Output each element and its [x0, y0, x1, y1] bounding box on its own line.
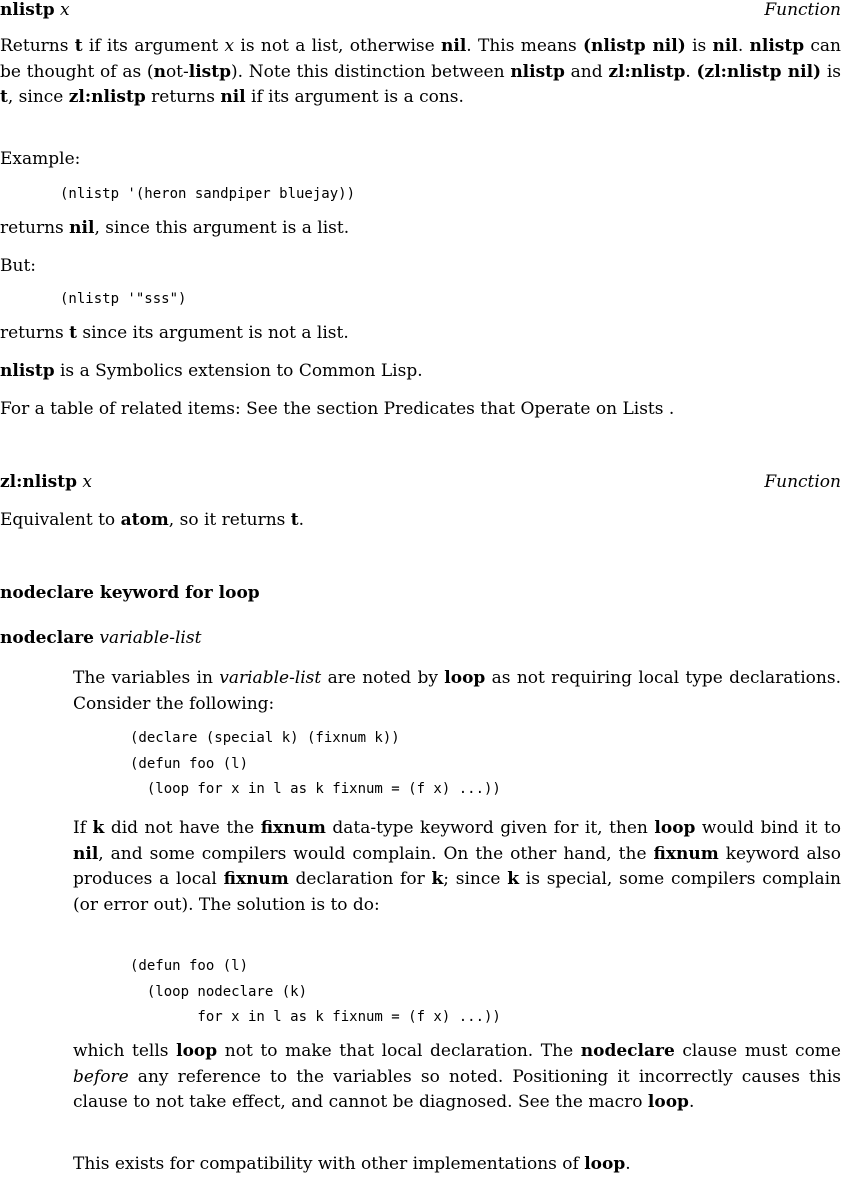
nodeclare-signature	[0, 628, 841, 648]
entry-kind: Function	[764, 472, 841, 492]
bold-term: loop	[654, 818, 696, 838]
bold-term: k	[431, 869, 444, 889]
entry-signature	[0, 472, 92, 492]
text-run: since its argument is not a list.	[77, 323, 349, 343]
bold-term: nil	[441, 36, 467, 56]
clause-name: nodeclare	[0, 628, 94, 648]
bold-term: listp	[188, 61, 231, 82]
text-run: returns	[0, 218, 70, 238]
bold-term: nil	[220, 87, 246, 107]
text-run: . This means	[466, 36, 584, 56]
text-run: is not a list, otherwise	[234, 36, 442, 56]
function-name: zl:nlistp	[0, 472, 77, 492]
bold-term: (zl:nlistp nil)	[696, 61, 822, 82]
nodeclare-p4	[73, 1152, 841, 1178]
bold-term: nlistp	[510, 61, 565, 82]
bold-term: zl:nlistp	[608, 61, 686, 82]
nodeclare-p3	[73, 1039, 841, 1116]
text-run: This exists for compatibility with other implementations of	[73, 1154, 585, 1174]
bold-term: nil	[69, 218, 95, 238]
code-line: (defun foo (l)	[130, 958, 249, 974]
bold-term: nlistp	[0, 361, 55, 381]
text-run: as not requiring local type declarations. Consider the following:	[73, 668, 841, 714]
text-run: is special, some compilers complain (or error out). The solution is to do:	[73, 869, 841, 915]
text-run: if its argument	[82, 36, 225, 56]
text-run: , since	[7, 87, 69, 107]
bold-term: t	[74, 36, 83, 56]
text-run: Equivalent to	[0, 510, 121, 530]
bold-term: fixnum	[653, 843, 719, 864]
text-run: The variables in	[73, 668, 220, 688]
code-line: (declare (special k) (fixnum k))	[130, 730, 400, 746]
bold-term: nlistp	[749, 36, 805, 56]
bold-term: t	[69, 323, 78, 343]
example-result	[0, 216, 841, 242]
but-label: But:	[0, 256, 37, 276]
text-run: .	[625, 1154, 631, 1174]
entry-header-zl-nlistp	[0, 472, 841, 492]
bold-term: fixnum	[260, 818, 326, 838]
nlistp-description	[0, 34, 841, 111]
text-run: is	[685, 36, 713, 56]
text-run: If	[73, 818, 93, 838]
text-run: .	[688, 1092, 695, 1112]
bold-term: nil	[73, 843, 99, 864]
text-run: , and some compilers would complain. On the other hand, the	[98, 843, 654, 864]
bold-term: nodeclare	[580, 1041, 675, 1061]
text-run: any reference to the variables so noted. Positioning it incorrectly causes this clause to not take effect, and cannot be diagnosed. See the macro	[73, 1066, 841, 1112]
code-block-1	[130, 726, 841, 803]
function-arg: x	[60, 0, 70, 20]
text-run: clause must come	[674, 1041, 841, 1061]
text-run: is a Symbolics extension to Common Lisp.	[54, 361, 423, 381]
section-title-text: nodeclare keyword for loop	[0, 583, 260, 603]
code-block-2	[130, 954, 841, 1031]
text-run: , since this argument is a list.	[94, 218, 350, 238]
text-run: did not have the	[104, 818, 261, 838]
text-run: returns	[145, 87, 221, 107]
text-run: ). Note this distinction between	[230, 61, 511, 82]
text-run: if its argument is a cons.	[245, 87, 464, 107]
clause-arg: variable-list	[99, 628, 202, 648]
bold-term: t	[0, 87, 8, 107]
text-run: .	[737, 36, 750, 56]
text-run: Returns	[0, 36, 75, 56]
code-line: (defun foo (l)	[130, 755, 249, 772]
bold-term: nil	[712, 36, 738, 56]
bold-term: k	[92, 818, 105, 838]
italic-term: before	[73, 1066, 129, 1087]
bold-term: k	[507, 869, 519, 889]
italic-term: x	[224, 36, 235, 56]
text-run: would bind it to	[695, 818, 841, 838]
text-run: keyword also produces a local	[73, 843, 841, 889]
text-run: data-type keyword given for it, then	[325, 818, 655, 838]
bold-term: n	[153, 61, 166, 82]
code-line: (loop for x in l as k fixnum = (f x) ...))	[130, 781, 501, 797]
bold-term: zl:nlistp	[68, 87, 146, 107]
function-arg: x	[82, 472, 92, 492]
bold-term: fixnum	[223, 869, 289, 889]
text-run: .	[685, 61, 697, 82]
section-title	[0, 583, 841, 603]
text-run: ; since	[443, 869, 508, 889]
code-line: for x in l as k fixnum = (f x) ...))	[130, 1009, 501, 1025]
related-items-link[interactable]: For a table of related items: See the section Predicates that Operate on Lists .	[0, 399, 675, 419]
italic-term: variable-list	[219, 668, 322, 688]
text-run: declaration for	[288, 869, 432, 889]
bold-term: loop	[176, 1041, 218, 1061]
but-code: (nlistp '"sss")	[60, 291, 187, 307]
text-run: is	[821, 61, 841, 82]
text-run: .	[298, 510, 305, 530]
zl-nlistp-description	[0, 508, 841, 534]
text-run: are noted by	[321, 668, 445, 688]
example-label: Example:	[0, 149, 81, 169]
text-run: can be thought of as (	[0, 36, 841, 82]
example-code: (nlistp '(heron sandpiper bluejay))	[60, 186, 356, 202]
bold-term: loop	[584, 1154, 626, 1174]
text-run: not to make that local declaration. The	[217, 1041, 581, 1061]
entry-header-nlistp	[0, 0, 841, 20]
bold-term: loop	[444, 668, 486, 688]
entry-signature	[0, 0, 70, 20]
nodeclare-p2	[73, 816, 841, 918]
but-result	[0, 321, 841, 347]
code-line: (loop nodeclare (k)	[130, 983, 308, 1000]
bold-term: atom	[120, 510, 169, 530]
function-name: nlistp	[0, 0, 55, 20]
extension-note	[0, 359, 841, 385]
text-run: , so it returns	[168, 510, 291, 530]
text-run: returns	[0, 323, 70, 343]
bold-term: t	[290, 510, 299, 530]
bold-term: loop	[647, 1092, 689, 1112]
text-run: ot-	[165, 61, 189, 82]
entry-kind: Function	[764, 0, 841, 20]
nodeclare-p1	[73, 666, 841, 717]
text-run: and	[564, 61, 609, 82]
bold-term: (nlistp nil)	[583, 36, 686, 56]
text-run: which tells	[73, 1041, 177, 1061]
